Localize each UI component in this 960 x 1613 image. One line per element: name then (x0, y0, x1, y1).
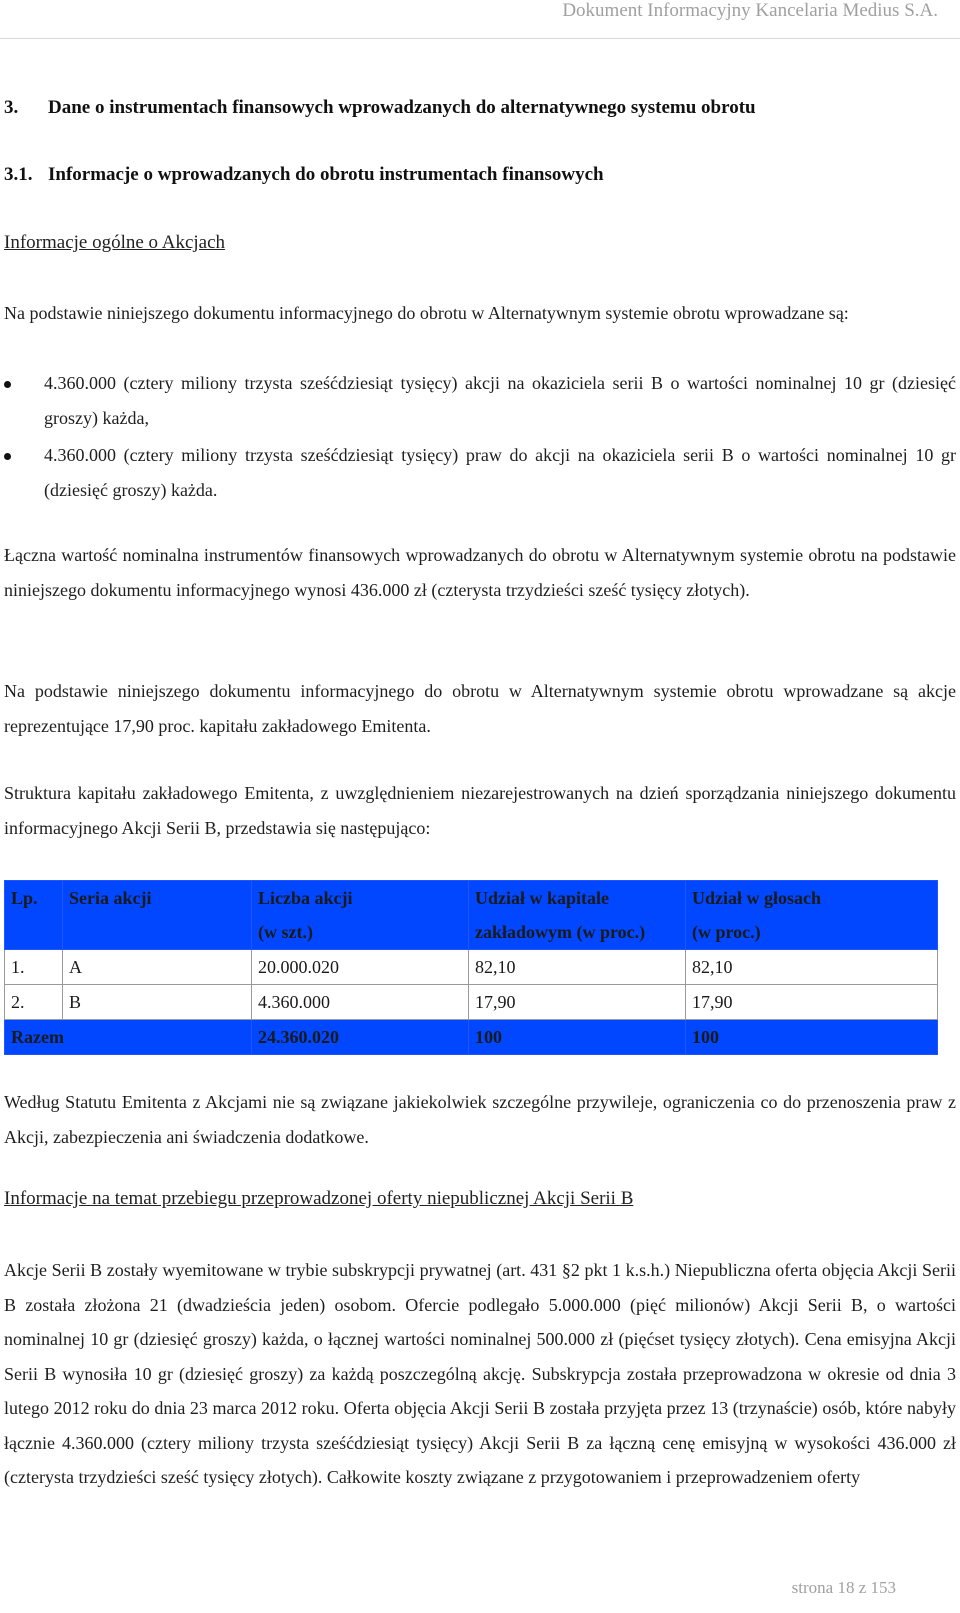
col-header-series: Seria akcji (63, 881, 252, 950)
cell-shares: 20.000.020 (252, 950, 469, 985)
cell-series: B (63, 985, 252, 1020)
table-total-row (5, 1020, 938, 1055)
cell-lp: 2. (5, 985, 63, 1020)
total-capital: 100 (469, 1020, 686, 1055)
subsection-number: 3.1. (4, 164, 33, 185)
cell-votes: 17,90 (686, 985, 938, 1020)
section-number: 3. (4, 97, 19, 118)
col-header-lp: Lp. (5, 881, 63, 950)
subsection-title: Informacje o wprowadzanych do obrotu instrumentach finansowych (48, 164, 604, 185)
cell-votes: 82,10 (686, 950, 938, 985)
cell-capital: 17,90 (469, 985, 686, 1020)
section-heading (4, 97, 756, 119)
total-label: Razem (5, 1020, 252, 1055)
share-percent-paragraph: Na podstawie niniejszego dokumentu informacyjnego do obrotu w Alternatywnym systemie obrotu wprowadzane są akcje reprezentujące 17,90 proc. kapitału zakładowego Emitenta. (4, 681, 956, 736)
total-value-paragraph: Łączna wartość nominalna instrumentów finansowych wprowadzanych do obrotu w Alternatywnym systemie obrotu na podstawie niniejszego dokumentu informacyjnego wynosi 436.000 zł (czterysta trzydzieści sześć tysięcy złotych). (4, 545, 956, 600)
total-votes: 100 (686, 1020, 938, 1055)
page-number: strona 18 z 153 (791, 1578, 896, 1597)
header-divider (0, 38, 960, 39)
general-info-heading: Informacje ogólne o Akcjach (4, 232, 226, 253)
table-header-row (5, 881, 938, 950)
table-row (5, 950, 938, 985)
subsection-heading (4, 164, 604, 186)
offer-heading: Informacje na temat przebiegu przeprowadzonej oferty niepublicznej Akcji Serii B (4, 1188, 634, 1209)
bullet-icon (4, 381, 11, 388)
col-header-shares: Liczba akcji (w szt.) (252, 881, 469, 950)
cell-shares: 4.360.000 (252, 985, 469, 1020)
col-header-capital: Udział w kapitale zakładowym (w proc.) (469, 881, 686, 950)
list-item-text: 4.360.000 (cztery miliony trzysta sześćdziesiąt tysięcy) akcji na okaziciela serii B o wartości nominalnej 10 gr (dziesięć groszy) każda, (44, 373, 956, 428)
list-item-text: 4.360.000 (cztery miliony trzysta sześćdziesiąt tysięcy) praw do akcji na okaziciela serii B o wartości nominalnej 10 gr (dziesięć groszy) każda. (44, 445, 956, 500)
total-shares: 24.360.020 (252, 1020, 469, 1055)
offer-paragraph: Akcje Serii B zostały wyemitowane w trybie subskrypcji prywatnej (art. 431 §2 pkt 1 k.s.h.) Niepubliczna oferta objęcia Akcji Serii B została złożona 21 (dwadzieścia jeden) osobom. Ofercie podlegało 5.000.000 (pięć milionów) Akcji Serii B, o wartości nominalnej 10 gr (dziesięć groszy) każda, o łącznej wartości nominalnej 500.000 zł (pięćset tysięcy złotych). Cena emisyjna Akcji Serii B wynosiła 10 gr (dziesięć groszy) za każdą poszczególną akcję. Subskrypcja została przeprowadzona w okresie od dnia 3 lutego 2012 roku do dnia 23 marca 2012 roku. Oferta objęcia Akcji Serii B została przyjęta przez 13 (trzynaście) osób, które nabyły łącznie 4.360.000 (cztery miliony trzysta sześćdziesiąt tysięcy) Akcji Serii B za łączną cenę emisyjną w wysokości 436.000 zł (czterysta trzydzieści sześć tysięcy złotych). Całkowite koszty związane z przygotowaniem i przeprowadzeniem oferty (4, 1260, 956, 1487)
cell-capital: 82,10 (469, 950, 686, 985)
cell-series: A (63, 950, 252, 985)
bullet-icon (4, 453, 11, 460)
cell-lp: 1. (5, 950, 63, 985)
capital-structure-table (4, 880, 938, 1055)
statute-paragraph: Według Statutu Emitenta z Akcjami nie są związane jakiekolwiek szczególne przywileje, ograniczenia co do przenoszenia praw z Akcji, zabezpieczenia ani świadczenia dodatkowe. (4, 1092, 956, 1147)
intro-paragraph: Na podstawie niniejszego dokumentu informacyjnego do obrotu w Alternatywnym systemie obrotu wprowadzane są: (4, 303, 849, 323)
structure-paragraph: Struktura kapitału zakładowego Emitenta, z uwzględnieniem niezarejestrowanych na dzień sporządzania niniejszego dokumentu informacyjnego Akcji Serii B, przedstawia się następująco: (4, 783, 956, 838)
page-header: Dokument Informacyjny Kancelaria Medius S.A. (562, 0, 938, 21)
col-header-votes: Udział w głosach (w proc.) (686, 881, 938, 950)
section-title: Dane o instrumentach finansowych wprowadzanych do alternatywnego systemu obrotu (48, 97, 756, 118)
table-row (5, 985, 938, 1020)
